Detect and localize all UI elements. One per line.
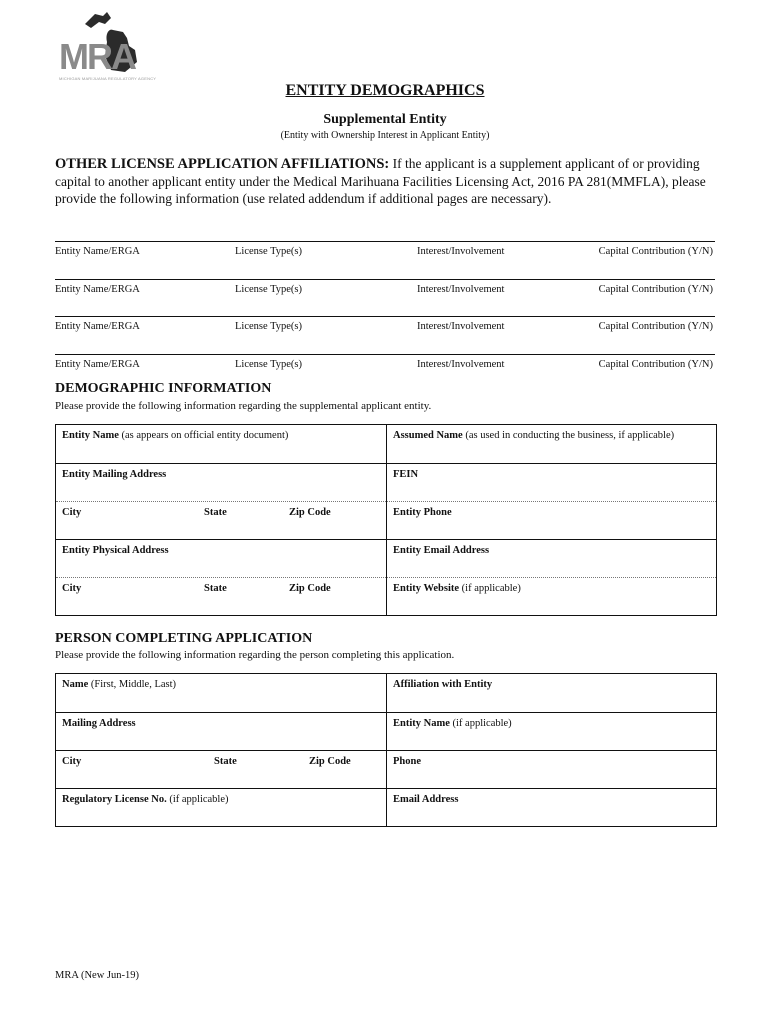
- entity-email-label: Entity Email Address: [393, 545, 490, 556]
- capital-contribution-label: Capital Contribution (Y/N): [598, 246, 713, 257]
- entity-mailing-address-field[interactable]: [56, 464, 386, 502]
- person-form: [55, 673, 717, 827]
- zip-code-label: Zip Code: [289, 507, 331, 518]
- mra-logo: [55, 10, 157, 82]
- fein-label: FEIN: [393, 469, 419, 480]
- affiliation-label: Affiliation with Entity: [393, 679, 493, 690]
- zip-code-label: Zip Code: [289, 583, 331, 594]
- mailing-address-label: Entity Mailing Address: [62, 469, 167, 480]
- entity-website-field[interactable]: [386, 578, 717, 616]
- name-field[interactable]: [56, 674, 386, 712]
- interest-label: Interest/Involvement: [417, 359, 505, 370]
- state-label: State: [204, 507, 227, 518]
- capital-contribution-label: Capital Contribution (Y/N): [598, 284, 713, 295]
- form-row: [56, 463, 716, 502]
- page-subtitle: Supplemental Entity: [323, 112, 447, 127]
- name-note: (First, Middle, Last): [88, 679, 177, 690]
- page-title: ENTITY DEMOGRAPHICS: [285, 82, 485, 99]
- license-type-label: License Type(s): [235, 284, 303, 295]
- entity-phone-field[interactable]: [386, 502, 717, 540]
- license-type-label: License Type(s): [235, 321, 303, 332]
- form-footer: MRA (New Jun-19): [55, 970, 139, 981]
- capital-contribution-label: Capital Contribution (Y/N): [598, 359, 713, 370]
- city-label: City: [62, 507, 82, 518]
- form-row: [56, 750, 716, 789]
- license-label: Regulatory License No.: [62, 794, 167, 805]
- entity-name-label: Entity Name/ERGA: [55, 359, 140, 370]
- entity-name-label: Entity Name: [393, 718, 450, 729]
- city-state-zip-field[interactable]: [56, 502, 386, 540]
- interest-label: Interest/Involvement: [417, 321, 505, 332]
- license-type-label: License Type(s): [235, 359, 303, 370]
- email-label: Email Address: [393, 794, 459, 805]
- form-row: [56, 539, 716, 578]
- city-state-zip-field[interactable]: [56, 751, 386, 789]
- city-state-zip-field[interactable]: [56, 578, 386, 616]
- regulatory-license-field[interactable]: [56, 789, 386, 827]
- phone-label: Phone: [393, 756, 422, 767]
- city-label: City: [62, 583, 82, 594]
- entity-website-note: (if applicable): [459, 583, 521, 594]
- entity-name-label: Entity Name/ERGA: [55, 284, 140, 295]
- physical-address-label: Entity Physical Address: [62, 545, 169, 556]
- license-type-label: License Type(s): [235, 246, 303, 257]
- state-label: State: [204, 583, 227, 594]
- entity-website-label: Entity Website: [393, 583, 460, 594]
- entity-name-note: (as appears on official entity document): [118, 430, 289, 441]
- demographic-subheading: Please provide the following information regarding the supplemental applicant entity.: [55, 400, 432, 412]
- entity-name-note: (if applicable): [449, 718, 512, 729]
- affiliation-row[interactable]: [55, 241, 715, 266]
- affiliation-row[interactable]: [55, 279, 715, 304]
- logo-text: MRA: [59, 36, 135, 77]
- name-label: Name: [62, 679, 89, 690]
- logo-tagline: MICHIGAN MARIJUANA REGULATORY AGENCY: [59, 76, 157, 81]
- form-row: [56, 425, 716, 463]
- interest-label: Interest/Involvement: [417, 246, 505, 257]
- form-row: [56, 577, 716, 616]
- city-label: City: [62, 756, 82, 767]
- person-heading: PERSON COMPLETING APPLICATION: [55, 631, 313, 646]
- form-row: [56, 501, 716, 540]
- form-row: [56, 674, 716, 712]
- zip-code-label: Zip Code: [309, 756, 351, 767]
- entity-email-field[interactable]: [386, 540, 717, 578]
- affiliation-row[interactable]: [55, 316, 715, 341]
- entity-phone-label: Entity Phone: [393, 507, 452, 518]
- affiliations-text: If the applicant is a supplement applicant of or providing capital to another applicant entity under the Medical Marihuana Facilities Licensing Act, 2016 PA 281(MMFLA), please provide the following information (use related addendum if additional pages are necessary).: [55, 156, 706, 206]
- interest-label: Interest/Involvement: [417, 284, 505, 295]
- demographic-form: [55, 424, 717, 616]
- mailing-address-label: Mailing Address: [62, 718, 136, 729]
- page-subnote: (Entity with Ownership Interest in Applicant Entity): [280, 130, 490, 141]
- fein-field[interactable]: [386, 464, 717, 502]
- entity-physical-address-field[interactable]: [56, 540, 386, 578]
- person-subheading: Please provide the following information regarding the person completing this application.: [55, 649, 455, 661]
- person-entity-name-field[interactable]: [386, 713, 717, 751]
- affiliation-row[interactable]: [55, 354, 715, 379]
- affiliations-paragraph: [55, 155, 715, 207]
- entity-name-label: Entity Name/ERGA: [55, 246, 140, 257]
- assumed-name-note: (as used in conducting the business, if applicable): [462, 430, 675, 441]
- state-label: State: [214, 756, 237, 767]
- license-note: (if applicable): [166, 794, 229, 805]
- phone-field[interactable]: [386, 751, 717, 789]
- demographic-heading: DEMOGRAPHIC INFORMATION: [55, 381, 272, 396]
- assumed-name-label: Assumed Name: [393, 430, 463, 441]
- capital-contribution-label: Capital Contribution (Y/N): [598, 321, 713, 332]
- entity-name-label: Entity Name/ERGA: [55, 321, 140, 332]
- form-row: [56, 712, 716, 751]
- entity-name-field[interactable]: [56, 425, 386, 463]
- email-address-field[interactable]: [386, 789, 717, 827]
- mailing-address-field[interactable]: [56, 713, 386, 751]
- assumed-name-field[interactable]: [386, 425, 717, 463]
- affiliation-field[interactable]: [386, 674, 717, 712]
- entity-name-label: Entity Name: [62, 430, 119, 441]
- form-row: [56, 788, 716, 827]
- affiliations-heading: OTHER LICENSE APPLICATION AFFILIATIONS:: [55, 156, 390, 172]
